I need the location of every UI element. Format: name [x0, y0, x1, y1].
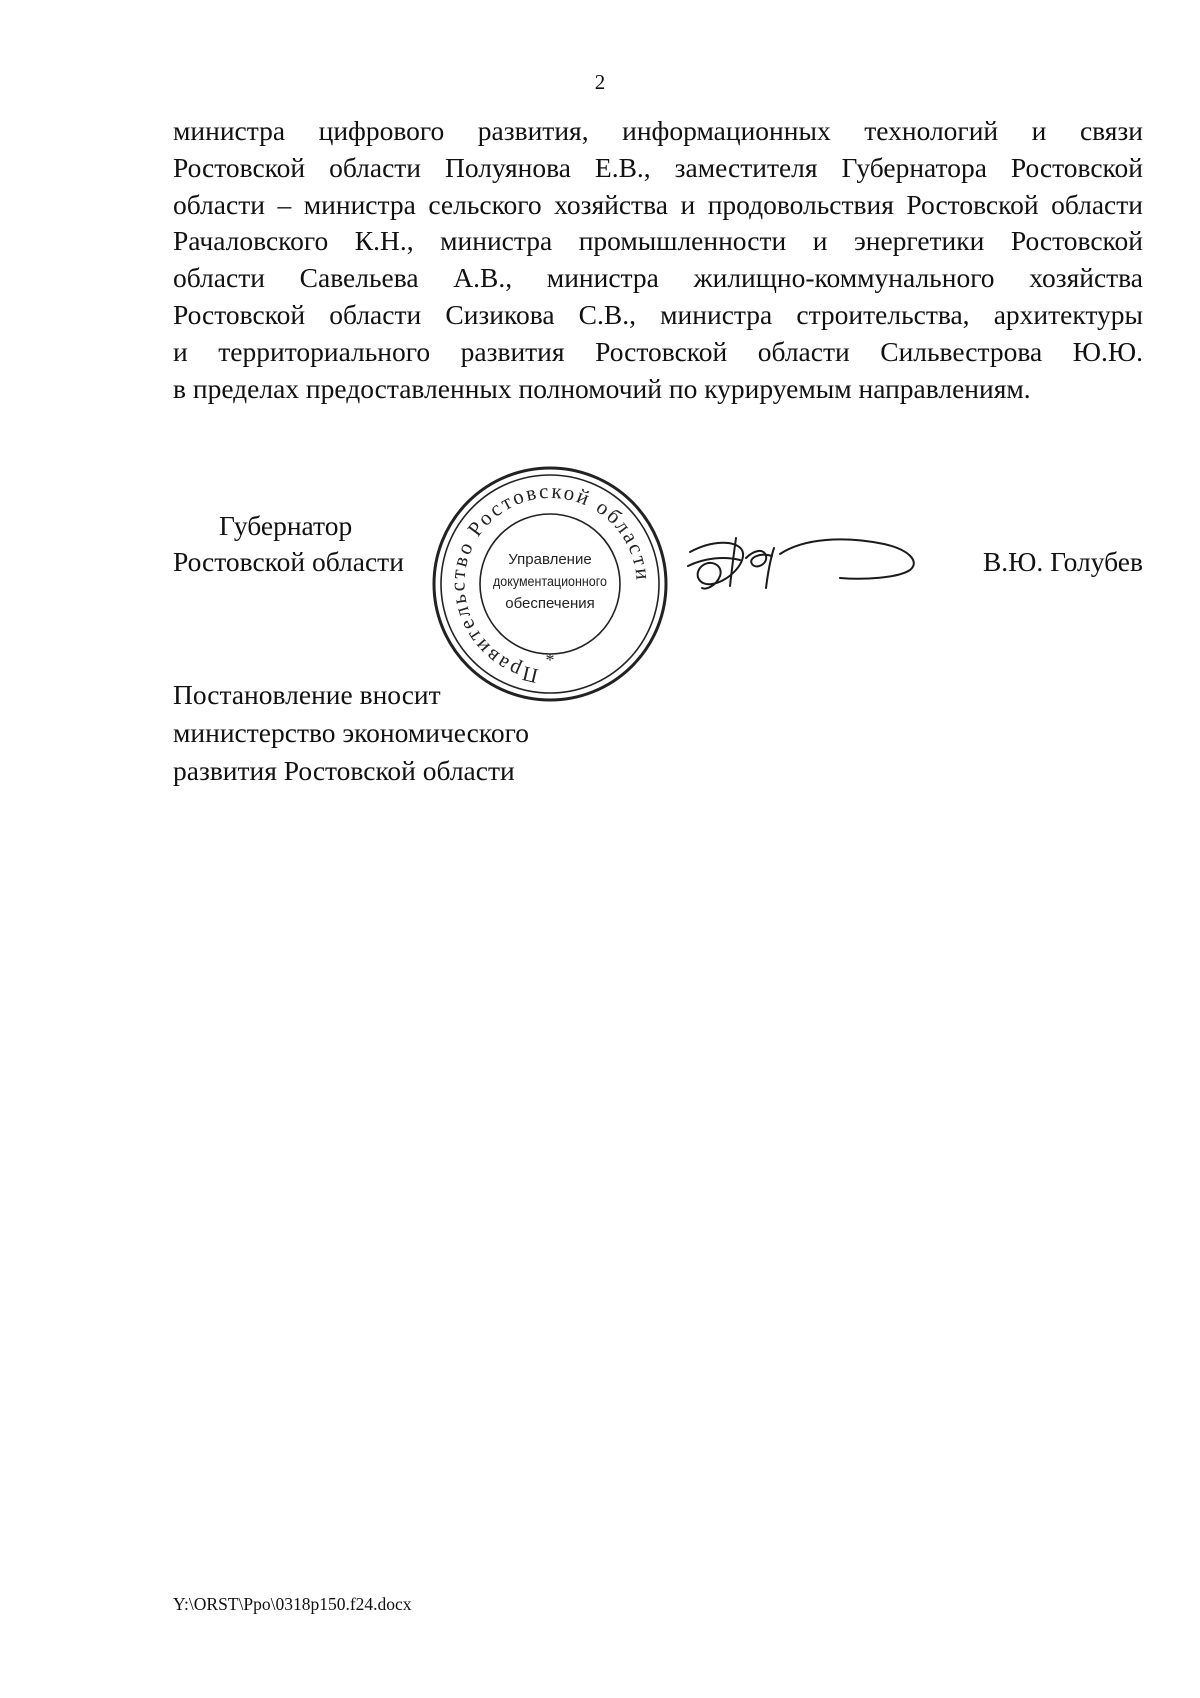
signatory-name: В.Ю. Голубев: [982, 546, 1143, 577]
body-line: в пределах предоставленных полномочий по курируемым направлениям.: [173, 372, 1031, 404]
body-paragraph: [173, 113, 1143, 407]
seal-inner-line-2: документационного: [493, 574, 607, 589]
seal-inner-line-1: Управление: [508, 551, 592, 568]
body-line: Рачаловского К.Н., министра промышленности и энергетики Ростовской: [173, 225, 1143, 257]
body-line: министра цифрового развития, информационных технологий и связи: [173, 115, 1143, 146]
submitted-by-line: министерство экономического: [173, 717, 529, 748]
body-line: Ростовской области Полуянова Е.В., заместителя Губернатора Ростовской: [173, 151, 1143, 183]
seal-star-mark: *: [545, 650, 555, 670]
body-line: области – министра сельского хозяйства и продовольствия Ростовской области: [173, 188, 1143, 220]
handwritten-signature: [684, 530, 928, 600]
submitted-by-note: [173, 676, 529, 790]
seal-outer-text-path: Правительство Ростовской области: [445, 478, 656, 689]
signatory-region: Ростовской области: [173, 546, 404, 577]
body-line: и территориального развития Ростовской области Сильвестрова Ю.Ю.: [173, 335, 1143, 367]
seal-inner-line-3: обеспечения: [505, 595, 595, 612]
body-line: Ростовской области Сизикова С.В., министра строительства, архитектуры: [173, 298, 1143, 330]
official-seal: [432, 466, 668, 702]
body-line: области Савельева А.В., министра жилищно-коммунального хозяйства: [173, 262, 1143, 294]
submitted-by-line: Постановление вносит: [173, 679, 441, 710]
signatory-title: Губернатор: [219, 510, 353, 541]
page-number: 2: [594, 70, 606, 94]
file-path-footer: Y:\ORST\Ppo\0318p150.f24.docx: [173, 1594, 412, 1614]
submitted-by-line: развития Ростовской области: [173, 755, 515, 786]
signatory-position: [173, 508, 404, 580]
